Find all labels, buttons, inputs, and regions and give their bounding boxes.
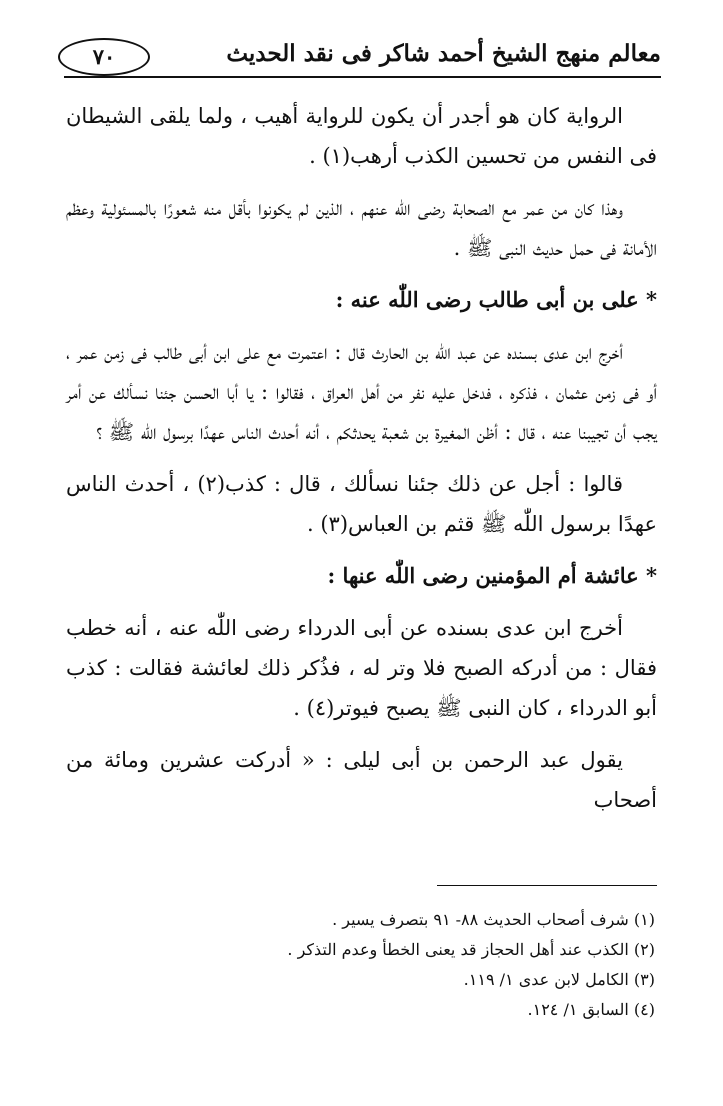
page-header xyxy=(64,38,661,82)
paragraph-3: أخرج ابن عدى بسنده عن عبد اللّٰه بن الحارث قال : اعتمرت مع على ابن أبى طالب فى زمن عمر ، أو فى زمن عثمان ، فذكره ، فدخل عليه نفر من أهل العراق ، فقالوا : يا أبا الحسن جئنا نسألك عن أمر يجب أن تجيبنا عنه ، قال : أظن المغيرة بن شعبة يحدثكم ، أنه أحدث الناس عهدًا برسول اللّٰه ﷺ ؟ xyxy=(66,340,657,444)
header-rule xyxy=(64,76,661,78)
section-heading-ali: * على بن أبى طالب رضى اللّٰه عنه : xyxy=(335,287,657,312)
section-heading-aisha: * عائشة أم المؤمنين رضى اللّٰه عنها : xyxy=(327,563,657,588)
paragraph-6: يقول عبد الرحمن بن أبى ليلى : « أدركت عشرين ومائة من أصحاب xyxy=(66,748,657,812)
paragraph-1: الرواية كان هو أجدر أن يكون للرواية أهيب ، ولما يلقى الشيطان فى النفس من تحسين الكذب أرهب(١) . xyxy=(66,104,657,168)
footnote-3: (٣) الكامل لابن عدى ١/ ١١٩. xyxy=(463,970,655,989)
main-text xyxy=(66,96,657,832)
paragraph-5: أخرج ابن عدى بسنده عن أبى الدرداء رضى اللّٰه عنه ، أنه خطب فقال : من أدركه الصبح فلا وتر له ، فذُكر ذلك لعائشة فقالت : كذب أبو الدرداء ، كان النبى ﷺ يصبح فيوتر(٤) . xyxy=(66,616,657,720)
footnote-2: (٢) الكذب عند أهل الحجاز قد يعنى الخطأ وعدم التذكر . xyxy=(287,940,655,959)
footnotes xyxy=(66,905,655,1025)
page-number-badge: ٧٠ xyxy=(58,38,150,76)
running-title: معالم منهج الشيخ أحمد شاكر فى نقد الحديث xyxy=(226,40,661,67)
paragraph-4: قالوا : أجل عن ذلك جئنا نسألك ، قال : كذب(٢) ، أحدث الناس عهدًا برسول اللّٰه ﷺ قثم بن العباس(٣) . xyxy=(66,472,657,536)
paragraph-2: وهذا كان من عمر مع الصحابة رضى اللّٰه عنهم ، الذين لم يكونوا بأقل منه شعورًا بالمسئولية وعظم الأمانة فى حمل حديث النبى ﷺ . xyxy=(66,196,657,260)
footnote-rule xyxy=(437,885,657,886)
footnote-1: (١) شرف أصحاب الحديث ٨٨- ٩١ بتصرف يسير . xyxy=(332,910,655,929)
footnote-4: (٤) السابق ١/ ١٢٤. xyxy=(527,1000,655,1019)
